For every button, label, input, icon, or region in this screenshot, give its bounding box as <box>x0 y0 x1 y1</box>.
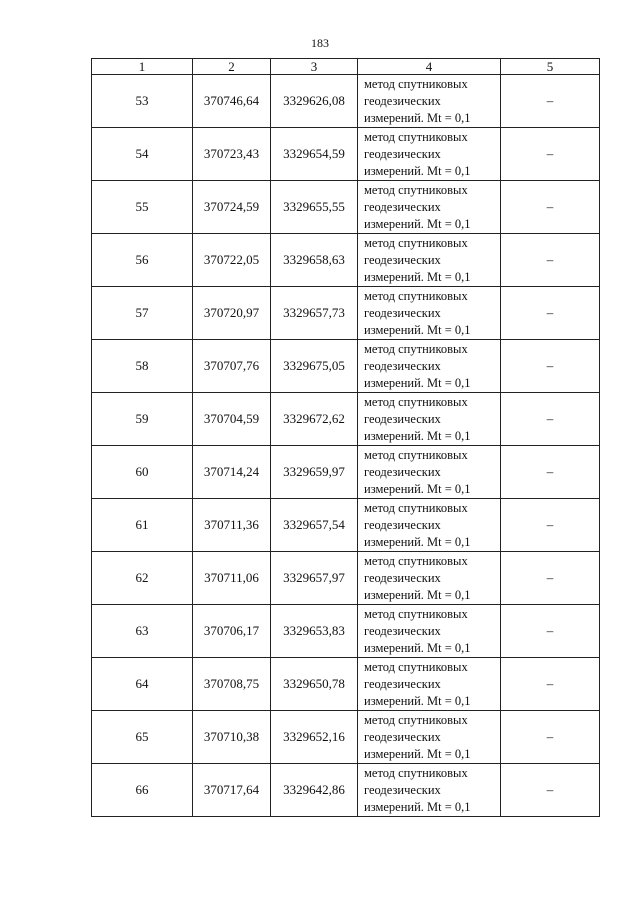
note-cell: – <box>501 181 600 234</box>
method-line: измерений. Mt = 0,1 <box>364 481 471 496</box>
method-line: метод спутниковых <box>364 129 468 144</box>
method-line: метод спутниковых <box>364 553 468 568</box>
x-coordinate-cell: 370704,59 <box>193 393 271 446</box>
y-coordinate-cell: 3329654,59 <box>271 128 358 181</box>
method-cell <box>358 75 501 128</box>
method-line: геодезических <box>364 464 441 479</box>
y-coordinate-cell: 3329652,16 <box>271 711 358 764</box>
method-cell <box>358 393 501 446</box>
x-coordinate-cell: 370711,06 <box>193 552 271 605</box>
note-cell: – <box>501 340 600 393</box>
y-coordinate-cell: 3329642,86 <box>271 764 358 817</box>
table-row <box>92 711 600 764</box>
x-coordinate-cell: 370711,36 <box>193 499 271 552</box>
method-line: измерений. Mt = 0,1 <box>364 534 471 549</box>
method-line: метод спутниковых <box>364 235 468 250</box>
note-cell: – <box>501 552 600 605</box>
table-header-row <box>92 59 600 75</box>
header-col-5: 5 <box>501 59 600 75</box>
method-cell <box>358 605 501 658</box>
method-line: метод спутниковых <box>364 765 468 780</box>
method-line: геодезических <box>364 729 441 744</box>
page-number: 183 <box>311 36 329 50</box>
table-row <box>92 552 600 605</box>
table-row <box>92 499 600 552</box>
point-number-cell: 65 <box>92 711 193 764</box>
method-line: метод спутниковых <box>364 76 468 91</box>
point-number-cell: 60 <box>92 446 193 499</box>
method-line: геодезических <box>364 358 441 373</box>
method-cell <box>358 499 501 552</box>
method-line: метод спутниковых <box>364 341 468 356</box>
method-line: геодезических <box>364 570 441 585</box>
method-line: измерений. Mt = 0,1 <box>364 428 471 443</box>
x-coordinate-cell: 370717,64 <box>193 764 271 817</box>
x-coordinate-cell: 370746,64 <box>193 75 271 128</box>
method-line: измерений. Mt = 0,1 <box>364 163 471 178</box>
method-cell <box>358 234 501 287</box>
method-line: метод спутниковых <box>364 500 468 515</box>
method-cell <box>358 711 501 764</box>
method-line: геодезических <box>364 93 441 108</box>
note-cell: – <box>501 287 600 340</box>
header-col-3: 3 <box>271 59 358 75</box>
y-coordinate-cell: 3329657,54 <box>271 499 358 552</box>
method-line: геодезических <box>364 252 441 267</box>
x-coordinate-cell: 370714,24 <box>193 446 271 499</box>
table-body <box>92 75 600 817</box>
method-cell <box>358 552 501 605</box>
note-cell: – <box>501 75 600 128</box>
method-cell <box>358 287 501 340</box>
y-coordinate-cell: 3329650,78 <box>271 658 358 711</box>
note-cell: – <box>501 605 600 658</box>
method-line: измерений. Mt = 0,1 <box>364 269 471 284</box>
method-line: метод спутниковых <box>364 712 468 727</box>
coordinates-table <box>91 58 600 817</box>
method-line: измерений. Mt = 0,1 <box>364 640 471 655</box>
method-line: измерений. Mt = 0,1 <box>364 375 471 390</box>
point-number-cell: 58 <box>92 340 193 393</box>
point-number-cell: 53 <box>92 75 193 128</box>
method-line: геодезических <box>364 623 441 638</box>
point-number-cell: 57 <box>92 287 193 340</box>
table-row <box>92 764 600 817</box>
method-line: измерений. Mt = 0,1 <box>364 110 471 125</box>
note-cell: – <box>501 393 600 446</box>
note-cell: – <box>501 658 600 711</box>
y-coordinate-cell: 3329675,05 <box>271 340 358 393</box>
y-coordinate-cell: 3329653,83 <box>271 605 358 658</box>
x-coordinate-cell: 370720,97 <box>193 287 271 340</box>
point-number-cell: 66 <box>92 764 193 817</box>
table-row <box>92 234 600 287</box>
method-line: геодезических <box>364 782 441 797</box>
point-number-cell: 56 <box>92 234 193 287</box>
note-cell: – <box>501 499 600 552</box>
method-cell <box>358 658 501 711</box>
method-line: измерений. Mt = 0,1 <box>364 216 471 231</box>
x-coordinate-cell: 370722,05 <box>193 234 271 287</box>
method-line: метод спутниковых <box>364 606 468 621</box>
method-line: геодезических <box>364 199 441 214</box>
method-cell <box>358 446 501 499</box>
y-coordinate-cell: 3329626,08 <box>271 75 358 128</box>
method-line: геодезических <box>364 517 441 532</box>
note-cell: – <box>501 764 600 817</box>
table-row <box>92 287 600 340</box>
method-line: геодезических <box>364 676 441 691</box>
x-coordinate-cell: 370706,17 <box>193 605 271 658</box>
point-number-cell: 61 <box>92 499 193 552</box>
table-row <box>92 605 600 658</box>
table-row <box>92 181 600 234</box>
note-cell: – <box>501 711 600 764</box>
y-coordinate-cell: 3329658,63 <box>271 234 358 287</box>
x-coordinate-cell: 370723,43 <box>193 128 271 181</box>
note-cell: – <box>501 128 600 181</box>
y-coordinate-cell: 3329659,97 <box>271 446 358 499</box>
header-col-2: 2 <box>193 59 271 75</box>
method-line: метод спутниковых <box>364 394 468 409</box>
y-coordinate-cell: 3329657,97 <box>271 552 358 605</box>
method-line: метод спутниковых <box>364 659 468 674</box>
header-col-4: 4 <box>358 59 501 75</box>
method-cell <box>358 340 501 393</box>
y-coordinate-cell: 3329655,55 <box>271 181 358 234</box>
x-coordinate-cell: 370707,76 <box>193 340 271 393</box>
point-number-cell: 54 <box>92 128 193 181</box>
method-line: измерений. Mt = 0,1 <box>364 746 471 761</box>
point-number-cell: 59 <box>92 393 193 446</box>
method-cell <box>358 128 501 181</box>
method-line: геодезических <box>364 305 441 320</box>
y-coordinate-cell: 3329672,62 <box>271 393 358 446</box>
x-coordinate-cell: 370724,59 <box>193 181 271 234</box>
method-cell <box>358 764 501 817</box>
point-number-cell: 62 <box>92 552 193 605</box>
table-row <box>92 128 600 181</box>
point-number-cell: 64 <box>92 658 193 711</box>
table-row <box>92 393 600 446</box>
method-line: измерений. Mt = 0,1 <box>364 693 471 708</box>
point-number-cell: 63 <box>92 605 193 658</box>
method-line: геодезических <box>364 411 441 426</box>
table-row <box>92 446 600 499</box>
method-line: измерений. Mt = 0,1 <box>364 799 471 814</box>
method-line: метод спутниковых <box>364 182 468 197</box>
table-row <box>92 75 600 128</box>
method-line: метод спутниковых <box>364 288 468 303</box>
note-cell: – <box>501 446 600 499</box>
method-line: геодезических <box>364 146 441 161</box>
method-line: измерений. Mt = 0,1 <box>364 322 471 337</box>
y-coordinate-cell: 3329657,73 <box>271 287 358 340</box>
point-number-cell: 55 <box>92 181 193 234</box>
x-coordinate-cell: 370708,75 <box>193 658 271 711</box>
table-row <box>92 658 600 711</box>
note-cell: – <box>501 234 600 287</box>
method-line: метод спутниковых <box>364 447 468 462</box>
method-cell <box>358 181 501 234</box>
header-col-1: 1 <box>92 59 193 75</box>
x-coordinate-cell: 370710,38 <box>193 711 271 764</box>
table-row <box>92 340 600 393</box>
method-line: измерений. Mt = 0,1 <box>364 587 471 602</box>
